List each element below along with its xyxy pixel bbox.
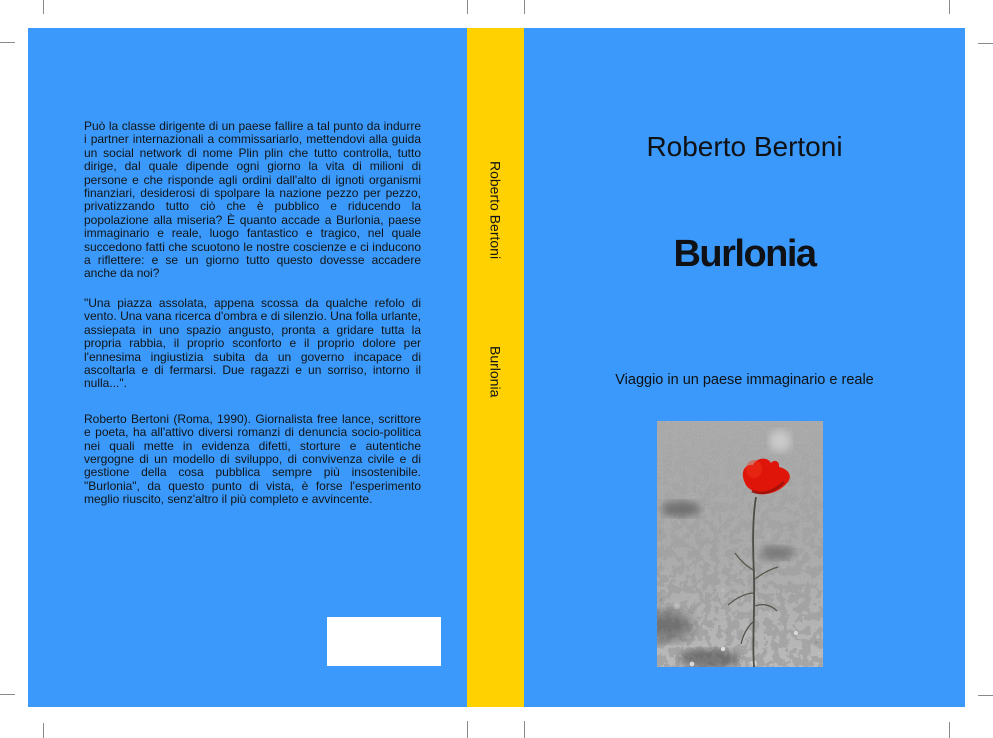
- crop-mark-bottom-right-vertical: [949, 722, 950, 738]
- crop-mark-bottom-left-vertical: [43, 723, 44, 738]
- barcode-placeholder-box: [327, 617, 441, 666]
- front-title: Burlonia: [673, 233, 816, 275]
- crop-mark-top-right-vertical: [949, 0, 950, 14]
- crop-mark-bottom-right-horizontal: [978, 695, 993, 696]
- red-poppy-photo: [657, 421, 823, 667]
- crop-mark-top-left-horizontal: [0, 42, 15, 43]
- back-cover-blurb: Può la classe dirigente di un paese fallire a tal punto da indurre i partner internazionali a commissariarlo, mettendovi alla guida un social network di nome Plin plin che tutto controlla, tutto dirige, dal quale dipende ogni giorno la vita di milioni di persone e che risponde agli ordini dall'alto di ignoti organismi finanziari, desiderosi di spolpare la nazione pezzo per pezzo, privatizzando tutto ciò che è pubblico e riducendo la popolazione alla miseria? È quanto accade a Burlonia, paese immaginario e reale, luogo fantastico e tragico, nel quale succedono fatti che scuotono le nostre coscienze e ci inducono a riflettere: e se un giorno tutto questo dovesse accadere anche da noi?: [84, 119, 421, 281]
- spine-fold-mark-bottom-left: [467, 721, 468, 738]
- spine-author-label: Roberto Bertoni: [487, 161, 504, 260]
- front-subtitle: Viaggio in un paese immaginario e reale: [615, 372, 874, 388]
- spine-title: [467, 346, 524, 397]
- front-author: Roberto Bertoni: [646, 131, 843, 162]
- spine-fold-mark-bottom-right: [524, 721, 525, 738]
- spine-fold-mark-top-right: [524, 0, 525, 14]
- crop-mark-top-right-horizontal: [978, 43, 993, 44]
- crop-mark-top-left-vertical: [43, 0, 44, 14]
- back-cover-author-bio: Roberto Bertoni (Roma, 1990). Giornalista free lance, scrittore e poeta, ha all'attivo diversi romanzi di denuncia socio-politica nei quali mette in evidenza difetti, storture e autentiche vergogne di un modello di sviluppo, di convivenza civile e di gestione della cosa pubblica sempre più insostenibile. "Burlonia", da questo punto di vista, è forse l'esperimento meglio riuscito, senz'altro il più completo e avvincente.: [84, 411, 421, 507]
- spine-title-label: Burlonia: [487, 346, 504, 398]
- spine-author: [467, 161, 524, 259]
- back-cover-quote: "Una piazza assolata, appena scossa da qualche refolo di vento. Una vana ricerca d'ombra e di silenzio. Una folla urlante, assiepata in uno spazio angusto, pronta a gridare tutta la propria rabbia, il proprio sconforto e il proprio dolore per l'ennesima ingiustizia subita da un governo incapace di ascoltarla e di fermarsi. Due ragazzi e un sorriso, intorno il nulla...".: [84, 295, 421, 391]
- crop-mark-bottom-left-horizontal: [0, 694, 15, 695]
- spine-fold-mark-top-left: [467, 0, 468, 14]
- back-cover-text-block: [84, 120, 421, 507]
